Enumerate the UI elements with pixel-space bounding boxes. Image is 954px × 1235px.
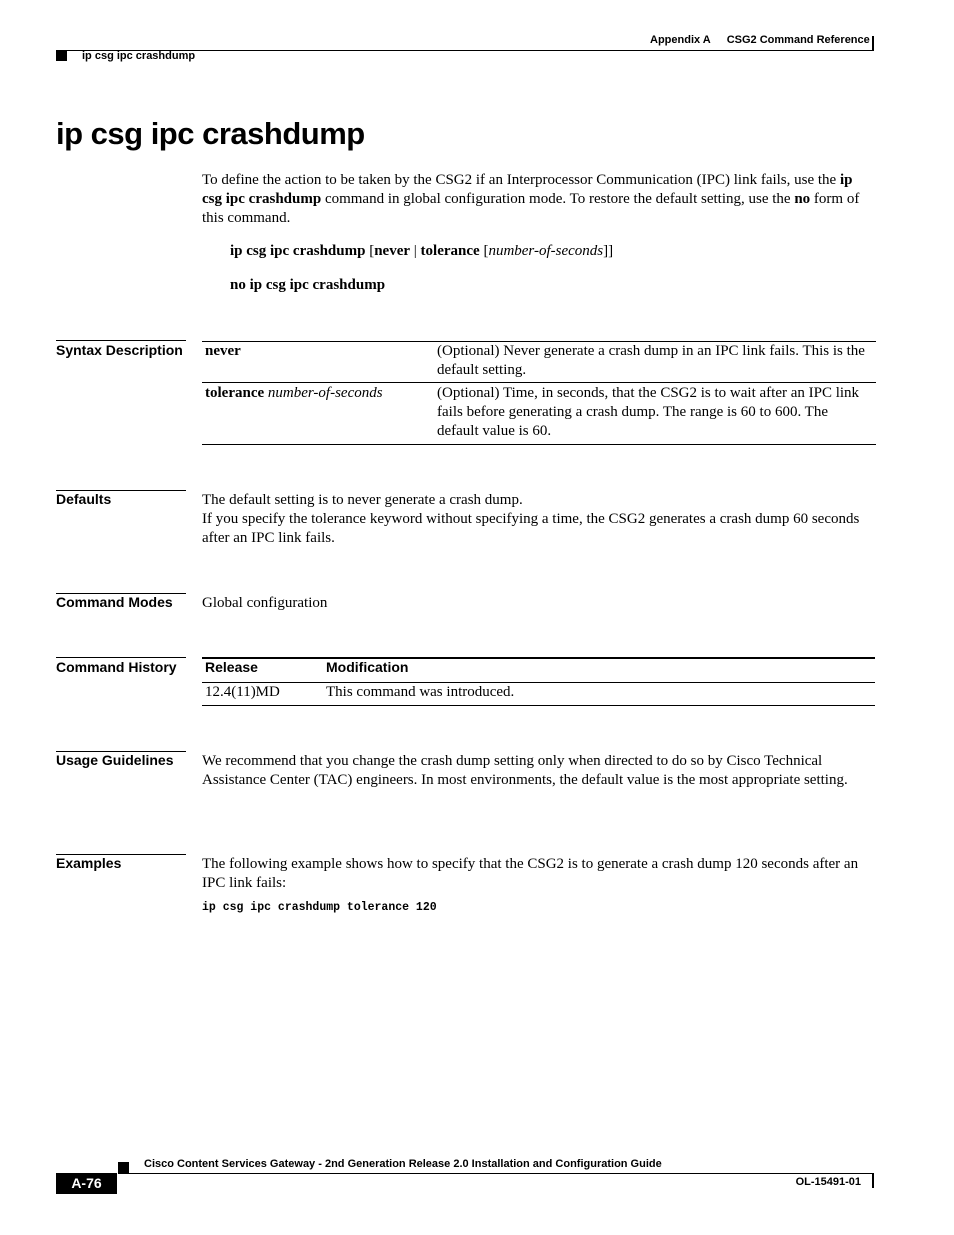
history-header-release: Release — [205, 659, 258, 675]
section-heading-command-modes: Command Modes — [56, 594, 173, 610]
syntax-table-desc-never: (Optional) Never generate a crash dump in an IPC link fails. This is the default setting. — [437, 343, 865, 378]
section-heading-defaults: Defaults — [56, 491, 112, 507]
section-heading-examples: Examples — [56, 855, 122, 871]
intro-command: ip csg ipc crashdump — [202, 172, 853, 207]
footer-rule — [118, 1173, 874, 1174]
syntax-line-1 — [230, 242, 613, 261]
running-header-command: ip csg ipc crashdump — [82, 50, 196, 62]
syntax-table-desc-tolerance: (Optional) Time, in seconds, that the CSG2 is to wait after an IPC link fails before generating a crash dump. The range is 60 to 600. The default value is 60. — [437, 385, 860, 439]
table-row-rule — [202, 382, 876, 383]
defaults-line-1: The default setting is to never generate a crash dump. — [202, 492, 523, 508]
footer-marker — [118, 1162, 129, 1173]
history-header-modification: Modification — [326, 659, 409, 675]
syntax-table-arg: number-of-seconds — [264, 385, 383, 401]
history-bottom-rule — [202, 705, 875, 706]
footer-vertical-bar — [872, 1174, 874, 1188]
command-modes-text: Global configuration — [202, 595, 328, 611]
history-release-cell: 12.4(11)MD — [205, 684, 280, 700]
intro-no-keyword: no — [794, 191, 811, 207]
example-code: ip csg ipc crashdump tolerance 120 — [202, 901, 437, 914]
syntax-bracket-close: ]] — [603, 243, 614, 259]
syntax-argument: number-of-seconds — [488, 243, 604, 259]
intro-paragraph — [202, 171, 876, 228]
section-heading-usage-guidelines: Usage Guidelines — [56, 752, 174, 768]
section-rule — [56, 340, 186, 341]
history-top-rule — [202, 657, 875, 659]
document-id: OL-15491-01 — [795, 1176, 861, 1188]
syntax-table-keyword-tolerance — [205, 384, 383, 403]
syntax-keyword-tolerance: tolerance — [420, 243, 480, 259]
usage-guidelines-text: We recommend that you change the crash dump setting only when directed to do so by Cisco Technical Assistance Center (TAC) engineers. In most environments, the default value is the most appropriate setting. — [202, 753, 848, 788]
header-vertical-bar — [872, 36, 874, 51]
header-marker — [56, 50, 67, 61]
syntax-bracket-open: [ — [365, 243, 375, 259]
syntax-table-keyword-never: never — [205, 343, 241, 359]
page-title: ip csg ipc crashdump — [56, 116, 365, 151]
defaults-line-2: If you specify the tolerance keyword without specifying a time, the CSG2 generates a crash dump 60 seconds after an IPC link fails. — [202, 511, 860, 546]
syntax-separator: | — [410, 243, 421, 259]
chapter-title: CSG2 Command Reference — [726, 34, 870, 46]
intro-text-3: form of this command. — [202, 191, 860, 226]
page-number: A-76 — [56, 1173, 117, 1194]
syntax-bracket-open-2: [ — [479, 243, 489, 259]
section-heading-syntax-description: Syntax Description — [56, 342, 183, 358]
syntax-line-2: no ip csg ipc crashdump — [230, 277, 386, 293]
syntax-table-kw: tolerance — [205, 385, 265, 401]
footer-guide-title: Cisco Content Services Gateway - 2nd Generation Release 2.0 Installation and Configuration Guide — [144, 1158, 662, 1170]
section-heading-command-history: Command History — [56, 659, 177, 675]
history-modification-cell: This command was introduced. — [326, 684, 515, 700]
history-header-rule — [202, 682, 875, 683]
table-bottom-rule — [202, 444, 876, 445]
syntax-keyword-never: never — [374, 243, 411, 259]
appendix-label: Appendix A — [650, 34, 711, 46]
section-rule — [56, 657, 186, 658]
running-header — [650, 34, 870, 46]
intro-text-2: command in global configuration mode. To restore the default setting, use the — [321, 191, 795, 207]
examples-text: The following example shows how to specify that the CSG2 is to generate a crash dump 120 seconds after an IPC link fails: — [202, 856, 859, 891]
syntax-command: ip csg ipc crashdump — [230, 243, 366, 259]
intro-text-1: To define the action to be taken by the CSG2 if an Interprocessor Communication (IPC) link fails, use the — [202, 172, 840, 188]
